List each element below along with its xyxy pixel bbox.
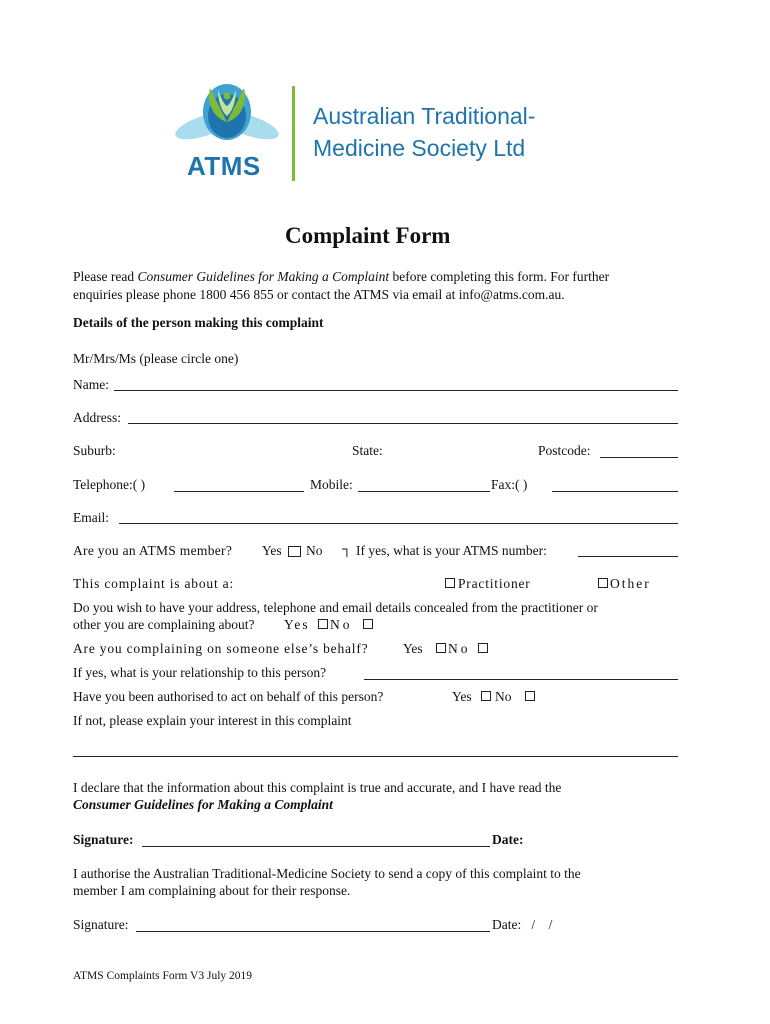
member-yes-label: Yes — [262, 543, 282, 558]
name-label: Name: — [73, 377, 109, 392]
authorise-line2: member I am complaining about for their response. — [73, 883, 351, 898]
salutation-label: Mr/Mrs/Ms (please circle one) — [73, 351, 239, 366]
behalf-yes-label: Yes — [403, 641, 423, 656]
address-label: Address: — [73, 410, 121, 425]
declaration-guidelines: Consumer Guidelines for Making a Complaint — [73, 797, 333, 812]
lotus-logo-icon — [172, 82, 282, 152]
logo-name-line1: Australian Traditional- — [313, 103, 536, 129]
authorised-yes-label: Yes — [452, 689, 472, 704]
postcode-field[interactable] — [600, 457, 678, 458]
page-title: Complaint Form — [285, 223, 451, 248]
other-checkbox[interactable] — [598, 578, 608, 588]
relationship-field[interactable] — [364, 679, 678, 680]
member-question: Are you an ATMS member? — [73, 543, 233, 558]
guidelines-reference: Consumer Guidelines for Making a Complaint — [137, 269, 390, 284]
logo-divider — [292, 86, 295, 181]
postcode-label: Postcode: — [538, 443, 591, 458]
address-field[interactable] — [128, 423, 678, 424]
interest-field[interactable] — [73, 756, 678, 757]
email-label: Email: — [73, 510, 109, 525]
conceal-no-checkbox[interactable] — [363, 619, 373, 629]
authorised-yes-checkbox[interactable] — [481, 691, 491, 701]
telephone-field[interactable] — [174, 491, 304, 492]
authorised-no-checkbox[interactable] — [525, 691, 535, 701]
member-number-label: If yes, what is your ATMS number: — [356, 543, 547, 558]
intro-line2: enquiries please phone 1800 456 855 or contact the ATMS via email at info@atms.com.au. — [73, 287, 565, 302]
conceal-question-line2: other you are complaining about? — [73, 617, 255, 632]
signature1-label: Signature: — [73, 832, 134, 847]
member-yes-checkbox[interactable] — [288, 546, 301, 557]
behalf-yes-checkbox[interactable] — [436, 643, 446, 653]
mobile-field[interactable] — [358, 491, 490, 492]
behalf-no-label: No — [448, 641, 471, 656]
authorised-question: Have you been authorised to act on behalf of this person? — [73, 689, 384, 704]
name-field[interactable] — [114, 390, 678, 391]
declaration-line1: I declare that the information about this complaint is true and accurate, and I have read the — [73, 780, 562, 795]
behalf-question: Are you complaining on someone else’s behalf? — [73, 641, 369, 656]
state-label: State: — [352, 443, 383, 458]
signature1-field[interactable] — [142, 846, 490, 847]
authorise-line1: I authorise the Australian Traditional-Medicine Society to send a copy of this complaint to the — [73, 866, 581, 881]
member-no-mark-icon: ┐ — [342, 541, 352, 556]
intro-suffix: before completing this form. For further — [389, 269, 610, 284]
member-number-field[interactable] — [578, 556, 678, 557]
telephone-label: Telephone:( ) — [73, 477, 146, 492]
fax-field[interactable] — [552, 491, 678, 492]
signature2-field[interactable] — [136, 931, 490, 932]
conceal-yes-label: Yes — [284, 617, 310, 632]
mobile-label: Mobile: — [310, 477, 353, 492]
about-label: This complaint is about a: — [73, 576, 235, 591]
member-no-label: No — [306, 543, 323, 558]
email-field[interactable] — [119, 523, 678, 524]
footer-version: ATMS Complaints Form V3 July 2019 — [73, 970, 253, 982]
authorised-no-label: No — [495, 689, 512, 704]
conceal-yes-checkbox[interactable] — [318, 619, 328, 629]
logo-abbreviation: ATMS — [187, 151, 261, 181]
section-heading: Details of the person making this complaint — [73, 315, 324, 330]
conceal-no-label: No — [330, 617, 353, 632]
intro-prefix: Please read — [73, 269, 138, 284]
practitioner-label: Practitioner — [458, 576, 531, 591]
other-label: Other — [610, 576, 651, 591]
signature2-date-label: Date: / / — [492, 917, 553, 932]
interest-label: If not, please explain your interest in this complaint — [73, 713, 352, 728]
signature1-date-label: Date: — [492, 832, 524, 847]
conceal-question-line1: Do you wish to have your address, telephone and email details concealed from the practitioner or — [73, 600, 598, 615]
suburb-label: Suburb: — [73, 443, 116, 458]
behalf-no-checkbox[interactable] — [478, 643, 488, 653]
intro-line1 — [73, 269, 609, 285]
fax-label: Fax:( ) — [491, 477, 528, 492]
relationship-label: If yes, what is your relationship to this person? — [73, 665, 327, 680]
logo-name-line2: Medicine Society Ltd — [313, 135, 526, 161]
practitioner-checkbox[interactable] — [445, 578, 455, 588]
signature2-label: Signature: — [73, 917, 129, 932]
